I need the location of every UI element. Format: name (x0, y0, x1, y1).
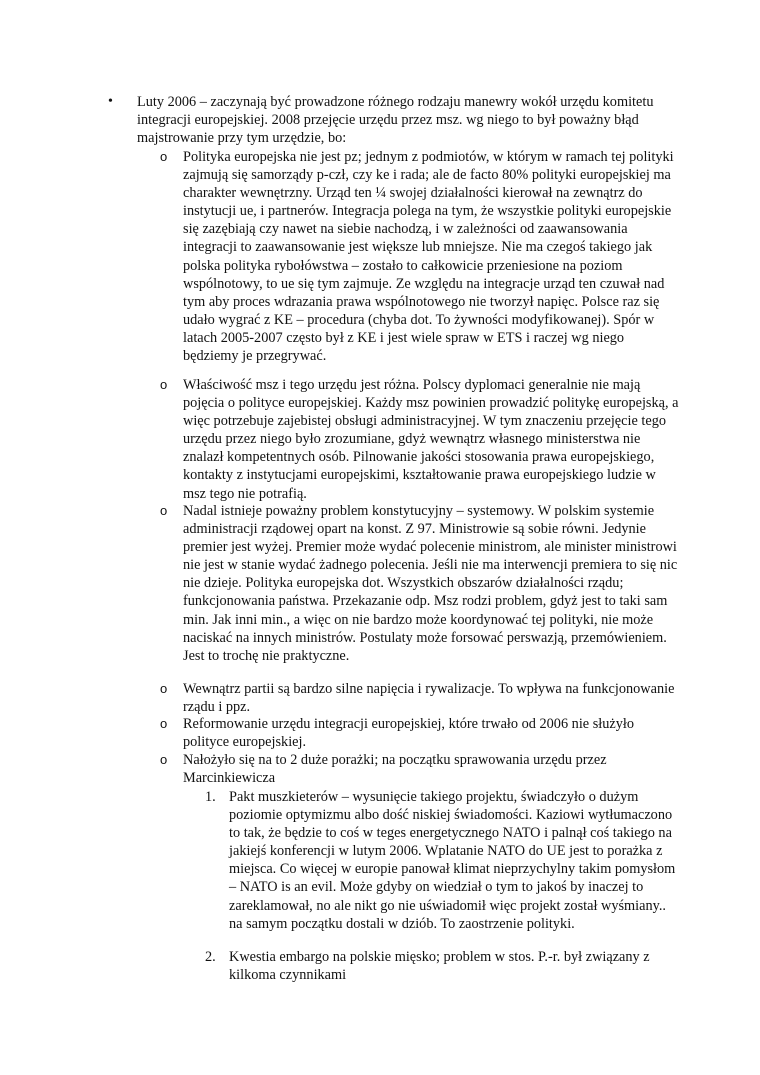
sub-list-item-text: Wewnątrz partii są bardzo silne napięcia i rywalizacje. To wpływa na funkcjonowanie rządu i ppz. (183, 681, 675, 716)
bullet-circle: o (160, 681, 168, 696)
bullet-dot: • (108, 94, 113, 109)
sub-list-item (160, 751, 680, 787)
sub-list-item-text: Właściwość msz i tego urzędu jest różna. Polscy dyplomaci generalnie nie mają pojęcia o polityce europejskiej. Każdy msz powinien prowadzić politykę europejską, a więc potrzebuje zajebistej obsługi administracyjnej. W tym znaczeniu przejęcie tego urzędu przez niego było zrozumiane, gdyż wewnątrz własnego ministerstwa nie znalazł kompetentnych osób. Pilnowanie jakości stosowania prawa europejskiego, kontakty z instytucjami europejskimi, kształtowanie prawa europejskiego ludzie w msz tego nie potrafią. (183, 377, 679, 502)
sub-list-item-text: Nałożyło się na to 2 duże porażki; na początku sprawowania urzędu przez Marcinkiewicza (183, 752, 607, 787)
bullet-circle: o (160, 503, 168, 518)
sub-list-item (160, 715, 680, 751)
item-number: 1. (205, 789, 216, 805)
numbered-item-text: Pakt muszkieterów – wysunięcie takiego projektu, świadczyło o dużym poziomie optymizmu albo dość niskiej świadomości. Kaziowi wytłumaczono to tak, że będzie to coś w teges energetycznego NATO i palnął coś takiego na jakiejś konferencji w lutym 2006. Wplatanie NATO do UE jest to porażka z miejsca. Co więcej w europie panował klimat nieprzychylny takim pomysłom – NATO is an evil. Może gdyby on wiedział o tym to jakoś by inaczej to zareklamował, no ale nikt go nie uświadomił więc projekt został wyśmiany.. na samym początku dostali w dziób. To zaostrzenie polityki. (229, 789, 676, 932)
bullet-circle: o (160, 149, 168, 164)
numbered-item (205, 948, 680, 984)
bullet-circle: o (160, 377, 168, 392)
bullet-circle: o (160, 752, 168, 767)
list-item-text: Luty 2006 – zaczynają być prowadzone różnego rodzaju manewry wokół urzędu komitetu integracji europejskiej. 2008 przejęcie urzędu przez msz. wg niego to był poważny błąd majstrowanie przy tym urzędzie, bo: (137, 94, 654, 147)
sub-list-item-text: Nadal istnieje poważny problem konstytucyjny – systemowy. W polskim systemie administracji rządowej opart na konst. Z 97. Ministrowie są sobie równi. Jedynie premier jest wyżej. Premier może wydać polecenie ministrom, ale minister ministrowi nie jest w stanie wydać żadnego polecenia. Jeśli nie ma interwencji premiera to się nic nie dzieje. Polityka europejska dot. Wszystkich obszarów działalności rządu; funkcjonowania państwa. Przekazanie odp. Msz rodzi problem, gdyż jest to taki sam min. Jak inni min., a więc on nie bardzo może koordynować tej polityki, nie może naciskać na innych ministrów. Postulaty może forsować perswazją, przemówieniem. Jest to trochę nie praktyczne. (183, 503, 678, 664)
sub-list-item (160, 148, 680, 365)
sub-list-item-text: Polityka europejska nie jest pz; jednym z podmiotów, w którym w ramach tej polityki zajmują się samorządy p-czł, czy ke i rada; ale de facto 80% polityki europejskiej ma charakter wewnętrzny. Urząd ten ¼ swojej działalności kierował na zewnątrz do instytucji ue, i partnerów. Integracja polega na tym, że wszystkie polityki europejskie się zazębiają czy nawet na siebie nachodzą, i w zależności od zaawansowania integracji to zaawansowanie jest większe lub mniejsze. Nie ma czegoś takiego jak polska polityka rybołówstwa – zostało to całkowicie przeniesione na poziom wspólnotowy, to ue się tym zajmuje. Ze względu na integracje urząd ten czuwał nad tym aby proces wdrazania prawa wspólnotowego nie tworzył napięc. Polsce raz się udało wygrać z KE – procedura (chyba dot. To żywności modyfikowanej). Spór w latach 2005-2007 często był z KE i jest wiele spraw w ETS i raczej wg niego będziemy je przegrywać. (183, 149, 674, 365)
numbered-item-text: Kwestia embargo na polskie mięsko; problem w stos. P.-r. był związany z kilkoma czynnikami (229, 949, 650, 984)
item-number: 2. (205, 949, 216, 965)
sub-list-item-text: Reformowanie urzędu integracji europejskiej, które trwało od 2006 nie służyło polityce europejskiej. (183, 716, 635, 751)
numbered-item (205, 788, 680, 933)
sub-list-item (160, 376, 680, 503)
bullet-circle: o (160, 716, 168, 731)
list-item (108, 93, 672, 147)
sub-list-item (160, 502, 680, 665)
sub-list-item (160, 680, 680, 716)
